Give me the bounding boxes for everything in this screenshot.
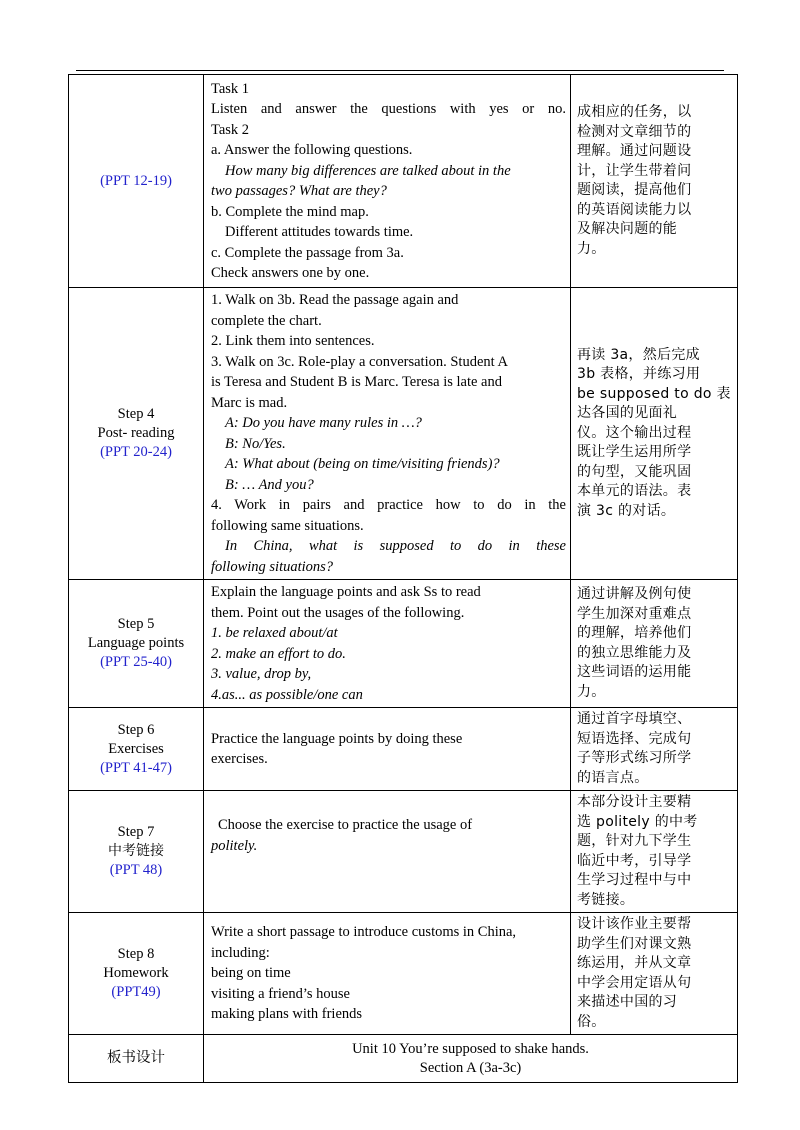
purpose-line: 力。	[577, 240, 606, 257]
purpose-line: 本单元的语法。表	[577, 483, 692, 500]
board-unit-title: Unit 10 You’re supposed to shake hands.	[352, 1040, 589, 1057]
content-line: c. Complete the passage from 3a.	[211, 244, 404, 261]
content-line: being on time	[211, 965, 291, 982]
purpose-line: 的独立思维能力及	[577, 644, 692, 661]
content-line: exercises.	[211, 751, 268, 767]
content-line: following situations?	[211, 558, 334, 575]
content-line: two passages? What are they?	[211, 183, 387, 199]
purpose-line: 通过讲解及例句使	[577, 586, 692, 602]
purpose-cell	[571, 791, 738, 913]
purpose-line: 理解。通过问题设	[577, 143, 692, 159]
content-line: Check answers one by one.	[211, 265, 370, 281]
board-design-row	[69, 1035, 738, 1083]
purpose-line: 计，让学生带着问	[577, 162, 692, 179]
content-line: Listen and answer the questions with yes or no.	[211, 101, 566, 117]
purpose-line: 题阅读，提高他们	[577, 182, 692, 198]
purpose-line: 成相应的任务，以	[577, 104, 692, 120]
content-cell	[204, 791, 571, 913]
content-line: them. Point out the usages of the following.	[211, 604, 465, 621]
content-line: Explain the language points and ask Ss to read	[211, 584, 481, 600]
purpose-line: 3b 表格，并练习用	[577, 366, 701, 383]
step-name: 中考链接	[108, 843, 164, 859]
purpose-line: 仪。这个输出过程	[577, 424, 692, 441]
content-cell	[204, 913, 571, 1035]
content-cell	[204, 288, 571, 580]
purpose-line: 临近中考，引导学	[577, 852, 692, 869]
purpose-line: 及解决问题的能	[577, 221, 678, 237]
purpose-line: 检测对文章细节的	[577, 123, 692, 140]
purpose-line: 本部分设计主要精	[577, 794, 692, 810]
content-line: 3. Walk on 3c. Role-play a conversation. Student A	[211, 353, 508, 370]
content-line: following same situations.	[211, 517, 364, 534]
content-line: 3. value, drop by,	[211, 666, 312, 682]
content-line: 1. Walk on 3b. Read the passage again and	[211, 292, 459, 308]
content-line: visiting a friend’s house	[211, 985, 350, 1002]
step-name: Post- reading	[97, 425, 175, 441]
purpose-line: 的理解，培养他们	[577, 625, 692, 641]
ppt-range: (PPT 25-40)	[100, 654, 172, 670]
purpose-line: 选 politely 的中考	[577, 813, 698, 830]
content-line: 1. be relaxed about/at	[211, 625, 338, 641]
purpose-line: 助学生们对课文熟	[577, 935, 692, 952]
purpose-line: 通过首字母填空、	[577, 711, 692, 727]
purpose-line: 的语言点。	[577, 769, 649, 786]
table-row	[69, 580, 738, 708]
purpose-line: 的英语阅读能力以	[577, 201, 692, 218]
table-row	[69, 913, 738, 1035]
table-row	[69, 75, 738, 288]
content-line: politely.	[211, 837, 258, 854]
content-line: B: … And you?	[225, 476, 314, 493]
step-cell	[69, 288, 204, 580]
purpose-line: 练运用，并从文章	[577, 955, 692, 971]
purpose-line: 来描述中国的习	[577, 994, 678, 1010]
content-line: A: Do you have many rules in …?	[225, 415, 422, 431]
content-line: is Teresa and Student B is Marc. Teresa is late and	[211, 374, 502, 390]
lesson-plan-table	[68, 74, 738, 1083]
content-line: 4.as... as possible/one can	[211, 686, 363, 703]
step-number: Step 8	[117, 946, 155, 962]
board-section: Section A (3a-3c)	[419, 1059, 522, 1076]
purpose-line: 既让学生运用所学	[577, 444, 692, 461]
step-number: Step 7	[117, 824, 155, 840]
content-line: b. Complete the mind map.	[211, 203, 369, 220]
step-name: Exercises	[108, 740, 164, 757]
purpose-line: 中学会用定语从句	[577, 974, 692, 991]
content-line: Task 2	[211, 121, 250, 138]
content-line: Different attitudes towards time.	[225, 224, 414, 240]
table-row	[69, 791, 738, 913]
purpose-line: 学生加深对重难点	[577, 605, 692, 622]
content-line: including:	[211, 944, 270, 961]
step-name: Language points	[87, 635, 185, 651]
purpose-line: be supposed to do 表	[577, 385, 731, 402]
purpose-line: 设计该作业主要帮	[577, 916, 692, 932]
content-line: making plans with friends	[211, 1006, 363, 1023]
purpose-cell	[571, 708, 738, 791]
purpose-cell	[571, 288, 738, 580]
step-cell	[69, 791, 204, 913]
content-line: Practice the language points by doing these	[211, 730, 463, 747]
content-line: B: No/Yes.	[225, 435, 286, 452]
step-cell	[69, 913, 204, 1035]
table-row	[69, 708, 738, 791]
content-line: Marc is mad.	[211, 394, 288, 411]
step-number: Step 6	[117, 721, 155, 738]
content-line: Choose the exercise to practice the usage of	[218, 817, 473, 833]
content-line: 2. Link them into sentences.	[211, 333, 375, 349]
purpose-line: 的句型，又能巩固	[577, 463, 692, 480]
content-cell	[204, 580, 571, 708]
purpose-line: 演 3c 的对话。	[577, 502, 676, 519]
purpose-line: 生学习过程中与中	[577, 872, 692, 888]
purpose-cell	[571, 913, 738, 1035]
step-number: Step 4	[117, 406, 155, 422]
content-line: 2. make an effort to do.	[211, 645, 346, 662]
purpose-line: 力。	[577, 683, 606, 700]
step-cell	[69, 580, 204, 708]
table-row	[69, 288, 738, 580]
purpose-line: 再读 3a，然后完成	[577, 346, 700, 363]
content-line: Write a short passage to introduce customs in China,	[211, 924, 517, 941]
ppt-range: (PPT 12-19)	[100, 172, 172, 189]
ppt-range: (PPT 48)	[109, 862, 163, 878]
purpose-line: 短语选择、完成句	[577, 730, 692, 747]
content-line: In China, what is supposed to do in these	[225, 538, 566, 554]
header-rule	[76, 70, 724, 71]
step-cell	[69, 708, 204, 791]
content-line: 4. Work in pairs and practice how to do in the	[211, 497, 566, 513]
purpose-line: 子等形式练习所学	[577, 750, 692, 766]
ppt-range: (PPT 20-24)	[100, 444, 172, 460]
content-cell	[204, 708, 571, 791]
content-line: a. Answer the following questions.	[211, 142, 413, 158]
board-design-content	[204, 1035, 738, 1083]
content-line: A: What about (being on time/visiting friends)?	[225, 456, 500, 472]
ppt-range: (PPT49)	[111, 984, 161, 1000]
step-cell	[69, 75, 204, 288]
board-design-label: 板书设计	[69, 1035, 204, 1083]
content-line: complete the chart.	[211, 312, 322, 329]
step-name: Homework	[103, 965, 169, 981]
purpose-line: 考链接。	[577, 891, 635, 908]
purpose-line: 题，针对九下学生	[577, 833, 692, 849]
ppt-range: (PPT 41-47)	[100, 759, 172, 776]
step-number: Step 5	[117, 616, 155, 632]
purpose-cell	[571, 75, 738, 288]
content-cell	[204, 75, 571, 288]
purpose-cell	[571, 580, 738, 708]
content-line: How many big differences are talked about in the	[225, 162, 511, 179]
purpose-line: 这些词语的运用能	[577, 664, 692, 680]
purpose-line: 达各国的见面礼	[577, 405, 678, 422]
content-line: Task 1	[211, 80, 250, 97]
purpose-line: 俗。	[577, 1013, 606, 1030]
